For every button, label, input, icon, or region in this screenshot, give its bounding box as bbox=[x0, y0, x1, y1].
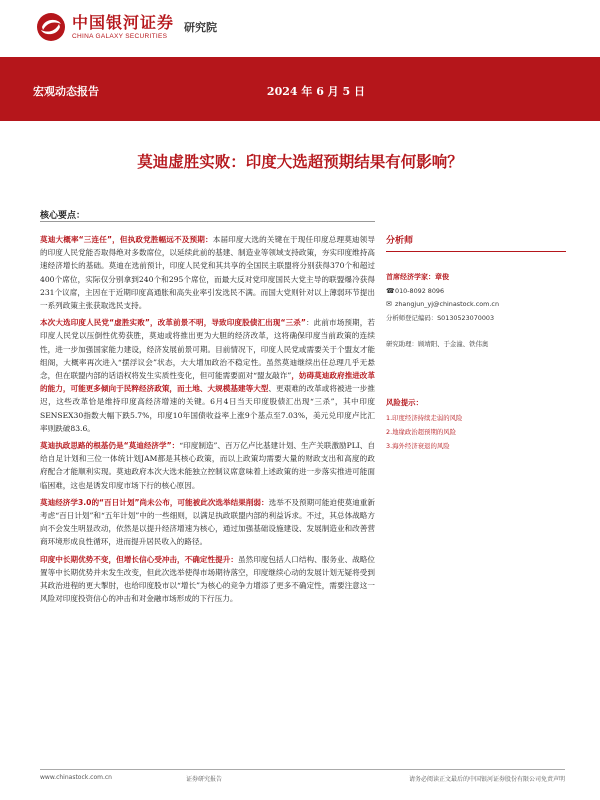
paragraph-text: “印度制造”、百万亿卢比基建计划、生产关联激励PLI、自给自足计划和三位一体统计划JAM都是其核心政策，而以上政策均需要大量的财政支出和高度的政府配合才能顺利实现。莫迪政府本次大选未能独立控制议席意味着上述政策的进一步落实推进可能面临困难，这也是诱发印度市场下行的核心原因。 bbox=[40, 441, 375, 490]
divider bbox=[40, 221, 375, 222]
research-assistants: 研究助理：顾靖阳、于金潼、铁伟奥 bbox=[386, 340, 489, 348]
analyst-name: 首席经济学家：章俊 bbox=[386, 273, 449, 281]
footer-divider bbox=[40, 769, 565, 770]
paragraph-text: ：此前市场预期，若印度人民党以压倒性优势获胜，莫迪或将推出更为大胆的经济改革，这将确保印度当前政策的连续性，进一步加强国家能力建设，经济发展前景可期。目前情况下，印度人民党或需要关于个盟友才能组阁，大概率再次进入“摆浮议会”状态，大大增加政治不稳定性。虽然莫迪继续出任总理几乎无悬念，但在联盟内部的话语权将发生实质性变化，但可能需要面对“盟友敲诈” bbox=[40, 318, 376, 381]
paragraph-text: 虽然印度包括人口结构、服务业、战略位置等中长期优势并未发生改变，但此次选举使得市场期待落空，印度继续心动的发展计划无疑将受到其政治进程的更大掣肘，也给印度股市以“增长”为核心的竞争力增添了更多不确定性，需要注意这一风险对印度投资信心的冲击和对金融市场形成的下行压力。 bbox=[40, 554, 376, 604]
analyst-cert: 分析师登记编码：S0130523070003 bbox=[386, 314, 495, 322]
key-point-paragraph bbox=[40, 233, 375, 312]
paragraph-lead: 莫迪执政思路的根基仍是“莫迪经济学”： bbox=[40, 441, 180, 451]
paragraph-text: 本届印度大选的关键在于现任印度总理莫迪领导的印度人民党能否取得绝对多数席位，以延续此前的基建、制造业等领域支持政策，夯实印度维持高速经济增长的基础。莫迪在选前预计，印度人民党和其共享的全国民主联盟将分别获得370个和超过400个席位，实际仅分别拿到240个和295个席位，而最大反对党印度国民大党主导的联盟爆冷获得231个议席，主因在于近期印度高通胀和高失业率引发选民不满。而国大党则针对以上薄弱环节提出一系列政策主张获取选民支持。 bbox=[40, 235, 375, 311]
key-point-paragraph bbox=[40, 553, 375, 606]
key-point-paragraph bbox=[40, 496, 375, 549]
logo-english-name: CHINA GALAXY SECURITIES bbox=[72, 33, 168, 40]
report-type: 宏观动态报告 bbox=[33, 85, 99, 98]
paragraph-lead: 本次大选印度人民党“虚胜实败”，改革前景不明，导致印度股债汇出现“三杀” bbox=[40, 318, 306, 328]
report-date: 2024 年 6 月 5 日 bbox=[266, 85, 365, 98]
galaxy-logo-icon bbox=[36, 12, 66, 42]
brand-logo bbox=[36, 12, 217, 42]
analyst-phone bbox=[386, 287, 566, 295]
analyst-sidebar bbox=[386, 233, 566, 450]
paragraph-text: 选举不及预期可能迫使莫迪重新考虑“百日计划”和“五年计划”中的一些细则，以满足执政联盟内部的利益诉求。不过，其总体战略方向不会发生明显改动，依然是以提升经济增速为核心，通过加强基础设施建设、发展制造业和改善营商环境形成良性循环，进而提升居民收入的路径。 bbox=[40, 497, 376, 547]
divider bbox=[386, 251, 566, 252]
paragraph-lead: 印度中长期优势不变，但增长信心受冲击，不确定性提升： bbox=[40, 554, 238, 564]
risk-heading: 风险提示： bbox=[386, 398, 423, 407]
risk-item: 1.印度经济持续走弱的风险 bbox=[386, 414, 463, 422]
paragraph-emphasis: ，妨碍莫迪政府推进改革的能力，可能更多倾向于民粹经济政策，而土地、大规模基建等大型 bbox=[40, 371, 376, 394]
paragraph-lead: 莫迪经济学3.0的“百日计划”尚未公布，可能被此次选举结果削弱： bbox=[40, 497, 269, 507]
analyst-email[interactable] bbox=[386, 300, 566, 308]
logo-chinese-name: 中国银河证券 bbox=[72, 13, 175, 32]
phone-number: 010-8092 8096 bbox=[395, 287, 445, 295]
key-points-body bbox=[40, 233, 375, 609]
risk-item: 3.海外经济衰退的风险 bbox=[386, 442, 450, 450]
risk-item: 2.地缘政治超预期的风险 bbox=[386, 428, 457, 436]
paragraph-lead: 莫迪大概率“三连任”，但执政党胜幅远不及预期： bbox=[40, 235, 213, 244]
footer-disclaimer: 请务必阅读正文最后的中国银河证券股份有限公司免责声明 bbox=[408, 776, 565, 783]
footer-website[interactable]: www.chinastock.com.cn bbox=[40, 774, 112, 781]
phone-icon: ☎ bbox=[386, 287, 395, 295]
key-points-heading: 核心要点： bbox=[40, 211, 86, 221]
email-address[interactable]: zhangjun_yj@chinastock.com.cn bbox=[395, 300, 499, 308]
key-point-paragraph bbox=[40, 439, 375, 492]
department-label: 研究院 bbox=[184, 21, 218, 34]
key-point-paragraph bbox=[40, 316, 375, 435]
footer-license: 证券研究报告 bbox=[186, 776, 223, 783]
report-title: 莫迪虚胜实败：印度大选超预期结果有何影响？ bbox=[137, 153, 463, 171]
header-banner bbox=[0, 57, 600, 121]
email-icon: ✉ bbox=[386, 300, 392, 308]
paragraph-text-tail: 、更艰难的改革或将被进一步推迟，这些改革恰是维持印度高经济增速的关键。6月4日当天印度股债汇出现“三杀”，其中印度SENSEX30指数大幅下跌5.7%，印度10年国债收益率上涨9个基点至7.03%，美元兑印度卢比汇率则跌破83.6。 bbox=[40, 384, 375, 433]
analyst-heading: 分析师 bbox=[386, 236, 414, 246]
